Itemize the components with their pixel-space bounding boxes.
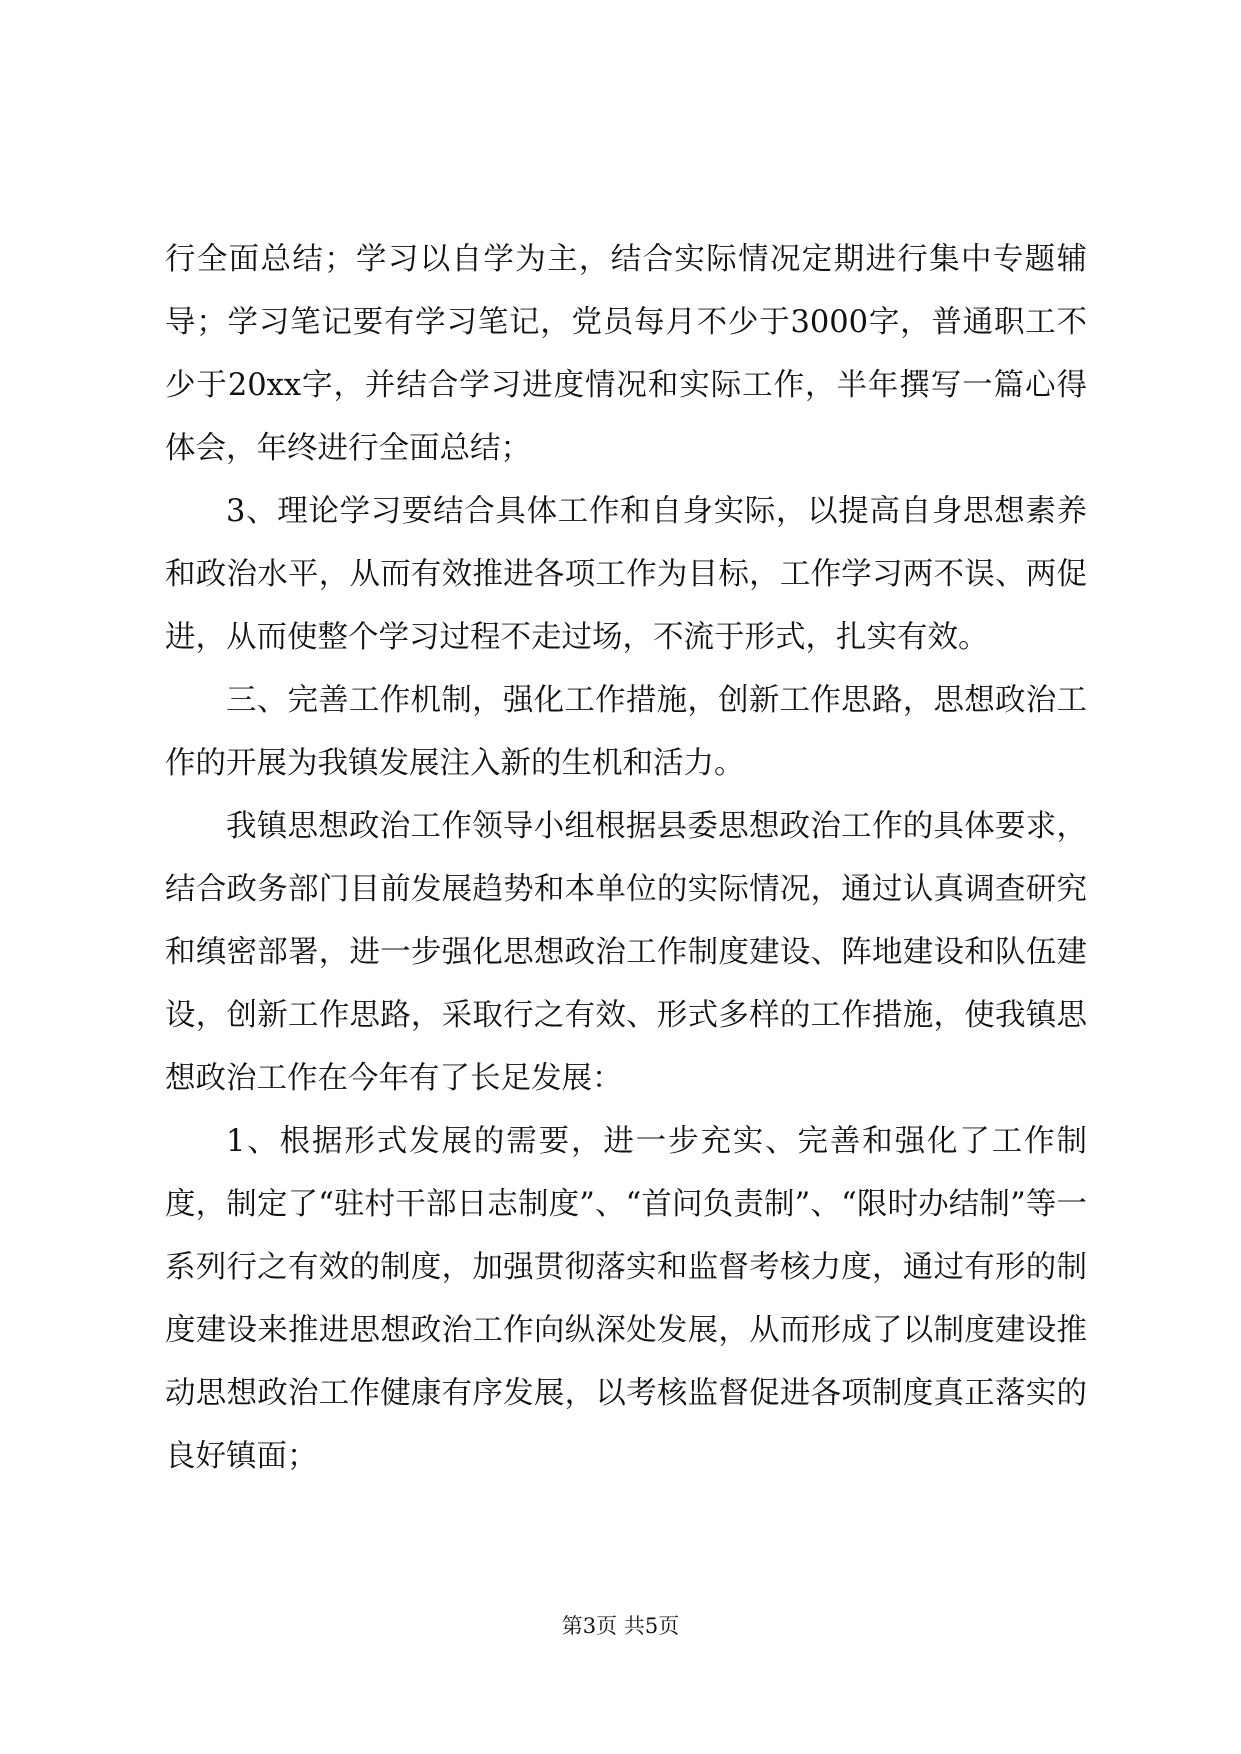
section-heading-three: 三、完善工作机制，强化工作措施，创新工作思路，思想政治工作的开展为我镇发展注入新的生机和活力。 [165, 683, 1087, 781]
paragraph-continuation: 行全面总结；学习以自学为主，结合实际情况定期进行集中专题辅导；学习笔记要有学习笔记，党员每月不少于3000字，普通职工不少于20xx字，并结合学习进度情况和实际工作，半年撰写一篇心得体会，年终进行全面总结； [165, 242, 1087, 466]
document-body [165, 228, 1087, 1488]
paragraph-leadership-group: 我镇思想政治工作领导小组根据县委思想政治工作的具体要求，结合政务部门目前发展趋势和本单位的实际情况，通过认真调查研究和缜密部署，进一步强化思想政治工作制度建设、阵地建设和队伍建设，创新工作思路，采取行之有效、形式多样的工作措施，使我镇思想政治工作在今年有了长足发展： [165, 809, 1087, 1096]
page-footer [0, 1612, 1241, 1640]
paragraph-work-system: 1、根据形式发展的需要，进一步充实、完善和强化了工作制度，制定了“驻村干部日志制度”、“首问负责制”、“限时办结制”等一系列行之有效的制度，加强贯彻落实和监督考核力度，通过有形的制度建设来推进思想政治工作向纵深处发展，从而形成了以制度建设推动思想政治工作健康有序发展，以考核监督促进各项制度真正落实的良好镇面； [165, 1124, 1087, 1474]
paragraph-theory-study: 3、理论学习要结合具体工作和自身实际，以提高自身思想素养和政治水平，从而有效推进各项工作为目标，工作学习两不误、两促进，从而使整个学习过程不走过场，不流于形式，扎实有效。 [165, 494, 1087, 655]
page-number-label: 第3页 共5页 [561, 1614, 680, 1638]
